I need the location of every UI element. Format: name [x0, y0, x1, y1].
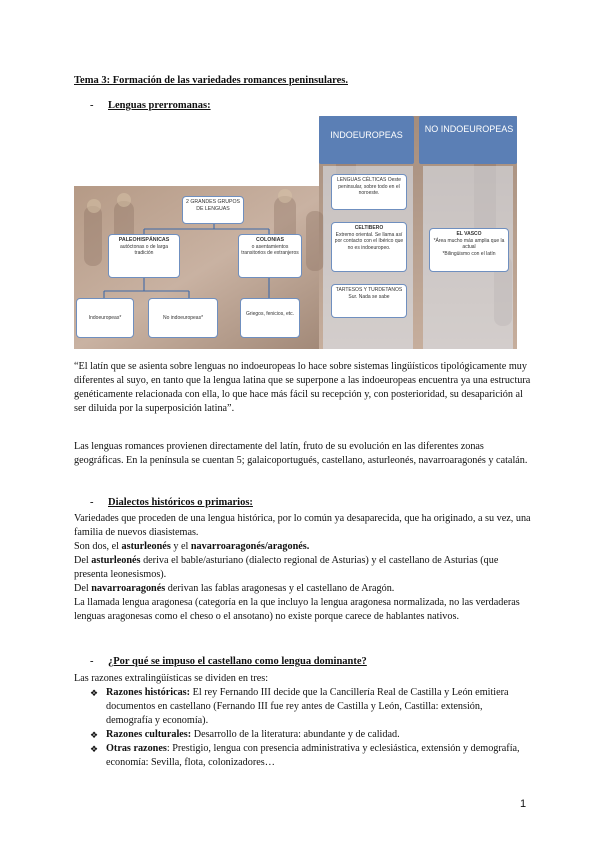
document-title: Tema 3: Formación de las variedades romances peninsulares. [74, 75, 348, 86]
section-heading-prerromanas: - Lenguas prerromanas: [90, 100, 211, 111]
dialectos-count: Son dos, el asturleonés y el navarroaragonés/aragonés. [74, 541, 310, 552]
lenguas-prerromanas-figure [74, 116, 517, 349]
diamond-bullet-icon: ❖ [90, 744, 99, 754]
diagram-root-box: 2 GRANDES GRUPOS DE LENGUAS [182, 196, 244, 224]
lengua-aragonesa-paragraph: La llamada lengua aragonesa (categoría en la que incluyo la lengua aragonesa normalizada, no las verdaderas lenguas aragonesas como el cheso o el ansotano) no existe porque carece de hablantes nativos. [74, 597, 520, 622]
no-indoeuropeas-leaf-box: No indoeuropeas* [148, 298, 218, 338]
razon-cultural: ❖ Razones culturales: Desarrollo de la literatura: abundante y de calidad. [90, 729, 400, 740]
razon-otras: ❖ Otras razones: Prestigio, lengua con presencia administrativa y eclesiástica, extensión y demografía, economía: Sevilla, flota, colonizadores… [90, 743, 520, 768]
indoeuropeas-leaf-box: Indoeuropeas* [76, 298, 134, 338]
asturleones-paragraph: Del asturleonés deriva el bable/asturiano (dialecto regional de Asturias) y el castellano de Asturias (que presenta leonesismos). [74, 555, 499, 580]
quote-paragraph: “El latín que se asienta sobre lenguas no indoeuropeas lo hace sobre sistemas lingüísticos tipológicamente muy diferentes al suyo, en tanto que la lengua latina que se superpone a las indoeuropeas encuentra ya una estructura genéticamente relacionada con ella, lo que hace más fácil su recepción y, con posterioridad, su desaparición al ser diluida por la superposición latina”. [74, 361, 531, 414]
dialectos-definition: Variedades que proceden de una lengua histórica, por lo común ya desaparecida, que ha originado, a su vez, una familia de nuevos diasistemas. [74, 513, 531, 538]
el-vasco-box: EL VASCO *Área mucho más amplia que la actual *Bilingüismo con el latín [429, 228, 509, 272]
celtibero-box: CELTIBERO Extremo oriental. Se llama así por contacto con el íbérico que no es indoeuropeo. [331, 222, 407, 272]
diamond-bullet-icon: ❖ [90, 730, 99, 740]
section-heading-dialectos: - Dialectos históricos o primarios: [90, 497, 253, 508]
navarroaragones-paragraph: Del navarroaragonés derivan las fablas aragonesas y el castellano de Aragón. [74, 583, 395, 594]
diamond-bullet-icon: ❖ [90, 688, 99, 698]
razones-intro: Las razones extralingüísticas se dividen en tres: [74, 673, 269, 684]
griegos-fenicios-leaf-box: Griegos, fenicios, etc. [240, 298, 300, 338]
page-number: 1 [520, 798, 527, 810]
tartesos-box: TARTESOS Y TURDETANOS Sur. Nada se sabe [331, 284, 407, 318]
no-indoeuropeas-header: NO INDOEUROPEAS [424, 124, 514, 134]
indoeuropeas-header: INDOEUROPEAS [330, 130, 403, 140]
paleohispanicas-box: PALEOHISPÁNICAS autóctonas o de larga tradición [108, 234, 180, 278]
colonias-box: COLONIAS o asentamientos transitorios de extranjeros [238, 234, 302, 278]
section-heading-castellano: - ¿Por qué se impuso el castellano como lengua dominante? [90, 656, 367, 667]
lenguas-celticas-box: LENGUAS CÉLTICAS Oeste peninsular, sobre todo en el noroeste. [331, 174, 407, 210]
razon-historica: ❖ Razones históricas: El rey Fernando III decide que la Cancillería Real de Castilla y León emitiera documentos en castellano (Fernando III fue rey antes de Castilla y León, Castilla: extensión, demografía y economía). [90, 687, 509, 726]
romances-paragraph: Las lenguas romances provienen directamente del latín, fruto de su evolución en las diferentes zonas geográficas. En la península se cuentan 5; galaicoportugués, castellano, asturleonés, navarroaragonés y catalán. [74, 441, 528, 466]
